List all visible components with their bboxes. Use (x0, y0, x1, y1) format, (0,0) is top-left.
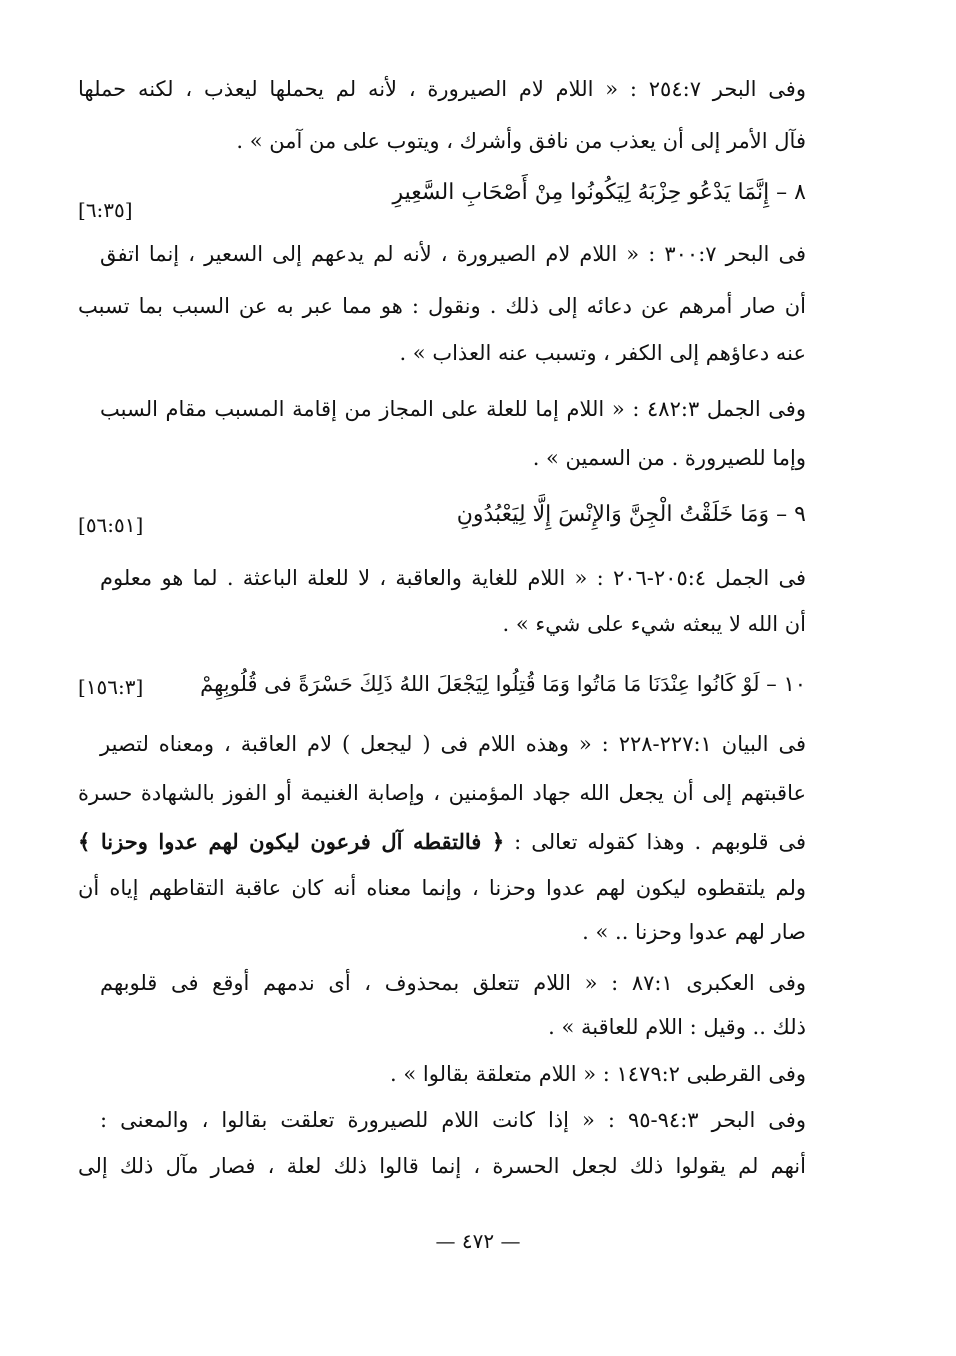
verse-text: ٨ – إِنَّمَا يَدْعُو حِزْبَهُ لِيَكُونُوا مِنْ أَصْحَابِ السَّعِيرِ (392, 180, 806, 205)
quote-prefix: فى قلوبهم . وهذا كقوله تعالى : (504, 830, 806, 854)
verse-line (78, 667, 806, 701)
verse-text: ١٠ – لَوْ كَانُوا عِنْدَنَا مَا مَاتُوا وَمَا قُتِلُوا لِيَجْعَلَ اللهُ ذَلِكَ حَسْرَةً فى قُلُوبِهِمْ (200, 672, 806, 696)
text-line: وفى الجمل ٤٨٢:٣ : « اللام إما للعلة على المجاز من إقامة المسبب مقام السبب (100, 397, 806, 421)
text-line: أن صار أمرهم عن دعائه إلى ذلك . ونقول : هو مما عبر به عن السبب بما تسبب (78, 294, 806, 318)
verse-text: ٩ – وَمَا خَلَقْتُ الْجِنَّ وَالإِنْسَ إِلَّا لِيَعْبُدُونِ (456, 502, 806, 527)
quran-quote: ﴿ فالتقطه آل فرعون ليكون لهم عدوا وحزنا ﴾ (78, 829, 505, 854)
text-line: وإما للصيرورة . من السمين » . (532, 446, 806, 470)
page-number: — ٤٧٢ — (435, 1229, 521, 1253)
text-line: وفى القرطبى ١٤٧٩:٢ : « اللام متعلقة بقالوا » . (390, 1062, 806, 1086)
verse-reference: [٦:٣٥] (78, 198, 133, 222)
text-line: عاقبتهم إلى أن يجعل الله جهاد المؤمنين ، وإصابة الغنيمة أو الفوز بالشهادة حسرة (78, 781, 806, 805)
text-line: فى البيان ٢٢٧:١-٢٢٨ : « وهذه اللام فى ( ليجعل ) لام العاقبة ، ومعناه لتصير (100, 732, 806, 756)
text-line: فى البحر ٣٠٠:٧ : « اللام لام الصيرورة ، لأنه لم يدعهم إلى السعير ، إنما اتفق (100, 242, 806, 266)
text-line: أن الله لا يبعثه شيء على شيء » . (502, 612, 806, 636)
text-line: عنه دعاؤهم إلى الكفر ، وتسبب عنه العذاب » . (399, 341, 806, 365)
text-line: وفى البحر ٢٥٤:٧ : « اللام لام الصيرورة ، لأنه لم يحملها ليعذب ، لكنه حملها (78, 77, 806, 101)
text-line: فى الجمل ٢٠٥:٤-٢٠٦ : « اللام للغاية والعاقبة ، لا للعلة الباعثة . لما هو معلوم (100, 566, 807, 590)
text-line: أنهم لم يقولوا ذلك لجعل الحسرة ، إنما قالوا ذلك لعلة ، فصار مآل ذلك إلى (78, 1154, 806, 1178)
verse-line (78, 176, 806, 210)
text-line: ذلك .. وقيل : اللام للعاقبة » . (548, 1015, 806, 1039)
text-line: وفى البحر ٩٤:٣-٩٥ : « إذا كانت اللام للصيرورة تعلقت بقالوا ، والمعنى : (100, 1108, 806, 1132)
text-line: وفى العكبرى ٨٧:١ : « اللام تتعلق بمحذوف ، أى ندمهم أوقع فى قلوبهم (100, 971, 807, 995)
text-line: ولم يلتقطوه ليكون لهم عدوا وحزنا ، وإنما معناه أنه كان عاقبة التقاطهم إياه أن (78, 876, 806, 900)
verse-line (78, 498, 806, 532)
verse-reference: [١٥٦:٣] (78, 675, 144, 699)
text-line-with-quote (78, 827, 806, 857)
text-line: صار لهم عدوا وحزنا .. » . (582, 920, 806, 944)
text-line: فآل الأمر إلى أن يعذب من نافق وأشرك ، ويتوب على من آمن » . (236, 129, 806, 153)
verse-reference: [٥٦:٥١] (78, 513, 144, 537)
